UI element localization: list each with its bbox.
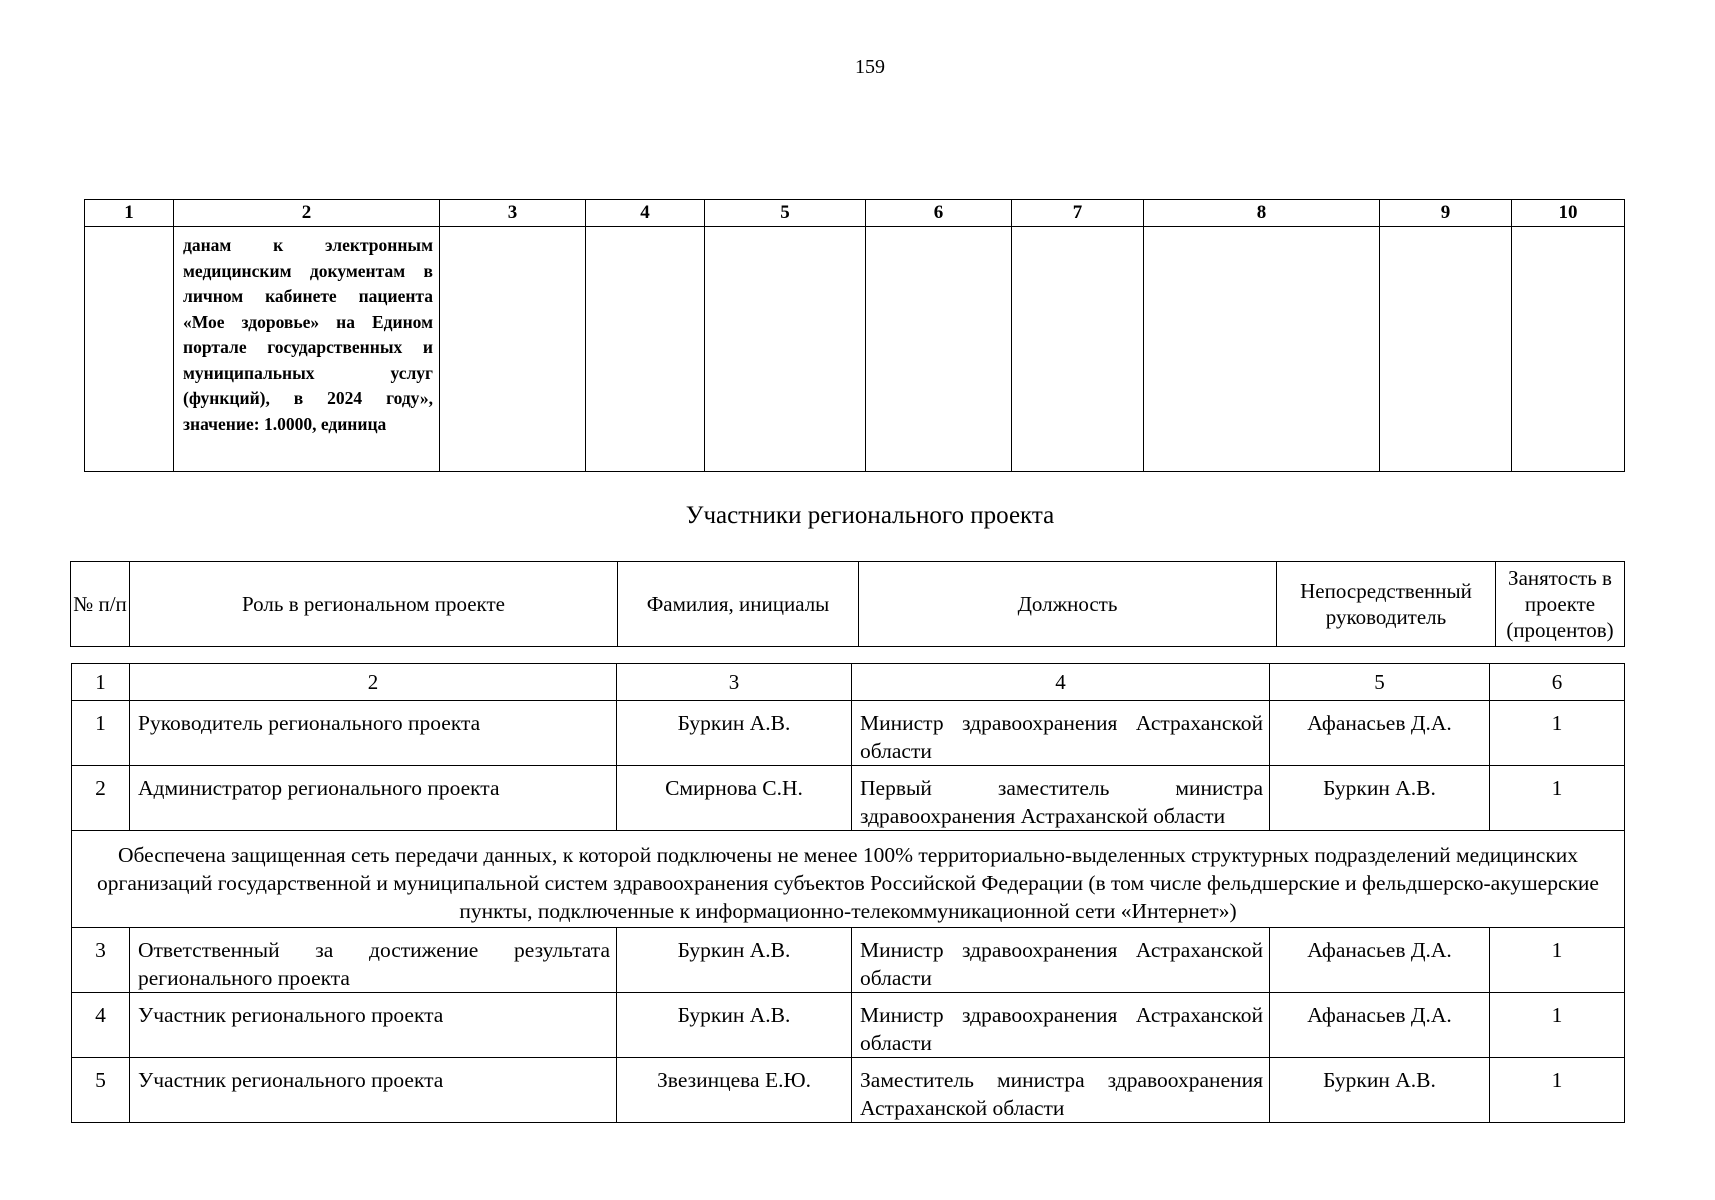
result-banner: Обеспечена защищенная сеть передачи данных, к которой подключены не менее 100% территориально-выделенных структурных подразделений медицинских организаций государственной и муниципальной систем здравоохранения субъектов Российской Федерации (в том числе фельдшерские и фельдшерско-акушерские пункты, подключенные к информационно-телекоммуникационной сети «Интернет»): [72, 831, 1625, 928]
table-row: [72, 928, 1625, 993]
header-num: № п/п: [71, 562, 130, 647]
column-number: 1: [85, 200, 174, 227]
table-row: [85, 227, 1625, 472]
column-number: 4: [852, 664, 1270, 701]
row-name: Буркин А.В.: [617, 928, 852, 993]
page-number: 159: [855, 56, 885, 78]
participants-table: [71, 663, 1625, 1123]
participants-header-row: [71, 562, 1625, 647]
participants-header-table: [70, 561, 1625, 647]
row-role: Руководитель регионального проекта: [130, 701, 617, 766]
table-row: [72, 701, 1625, 766]
row-supervisor: Буркин А.В.: [1270, 1058, 1490, 1123]
row-supervisor: Афанасьев Д.А.: [1270, 701, 1490, 766]
row-name: Звезинцева Е.Ю.: [617, 1058, 852, 1123]
row-num: 1: [72, 701, 130, 766]
indicator-continuation-text: данам к электронным медицинским документам в личном кабинете пациента «Мое здоровье» на Едином портале государственных и муниципальных услуг (функций), в 2024 году», значение: 1.0000, единица: [174, 227, 440, 472]
row-supervisor: Афанасьев Д.А.: [1270, 928, 1490, 993]
indicators-table-continuation: [84, 199, 1625, 472]
row-employment: 1: [1490, 993, 1625, 1058]
header-name: Фамилия, инициалы: [618, 562, 859, 647]
column-number: 9: [1380, 200, 1512, 227]
column-number: 6: [866, 200, 1012, 227]
row-supervisor: Буркин А.В.: [1270, 766, 1490, 831]
row-employment: 1: [1490, 928, 1625, 993]
row-position: Заместитель министра здравоохранения Астраханской области: [852, 1058, 1270, 1123]
column-number: 1: [72, 664, 130, 701]
header-position: Должность: [859, 562, 1277, 647]
column-number: 2: [174, 200, 440, 227]
section-title: Участники регионального проекта: [685, 502, 1055, 529]
column-number-row: [72, 664, 1625, 701]
table-row: [72, 766, 1625, 831]
column-number: 2: [130, 664, 617, 701]
row-supervisor: Афанасьев Д.А.: [1270, 993, 1490, 1058]
result-banner-row: [72, 831, 1625, 928]
row-role: Участник регионального проекта: [130, 1058, 617, 1123]
column-number: 5: [1270, 664, 1490, 701]
column-number: 5: [705, 200, 866, 227]
row-num: 4: [72, 993, 130, 1058]
row-position: Первый заместитель министра здравоохранения Астраханской области: [852, 766, 1270, 831]
row-num: 3: [72, 928, 130, 993]
row-num: 5: [72, 1058, 130, 1123]
column-number: 8: [1144, 200, 1380, 227]
header-supervisor: Непосредственный руководитель: [1277, 562, 1496, 647]
row-role: Администратор регионального проекта: [130, 766, 617, 831]
row-employment: 1: [1490, 1058, 1625, 1123]
row-name: Смирнова С.Н.: [617, 766, 852, 831]
column-number: 7: [1012, 200, 1144, 227]
column-number: 4: [586, 200, 705, 227]
row-name: Буркин А.В.: [617, 701, 852, 766]
row-role: Участник регионального проекта: [130, 993, 617, 1058]
table-row: [72, 993, 1625, 1058]
table-row: [72, 1058, 1625, 1123]
row-position: Министр здравоохранения Астраханской области: [852, 993, 1270, 1058]
column-number: 3: [617, 664, 852, 701]
header-employment: Занятость в проекте (процентов): [1496, 562, 1625, 647]
column-number: 6: [1490, 664, 1625, 701]
row-position: Министр здравоохранения Астраханской области: [852, 928, 1270, 993]
column-number-row: [85, 200, 1625, 227]
row-employment: 1: [1490, 766, 1625, 831]
row-employment: 1: [1490, 701, 1625, 766]
row-name: Буркин А.В.: [617, 993, 852, 1058]
row-role: Ответственный за достижение результата регионального проекта: [130, 928, 617, 993]
row-num: 2: [72, 766, 130, 831]
header-role: Роль в региональном проекте: [130, 562, 618, 647]
row-position: Министр здравоохранения Астраханской области: [852, 701, 1270, 766]
column-number: 10: [1512, 200, 1625, 227]
column-number: 3: [440, 200, 586, 227]
